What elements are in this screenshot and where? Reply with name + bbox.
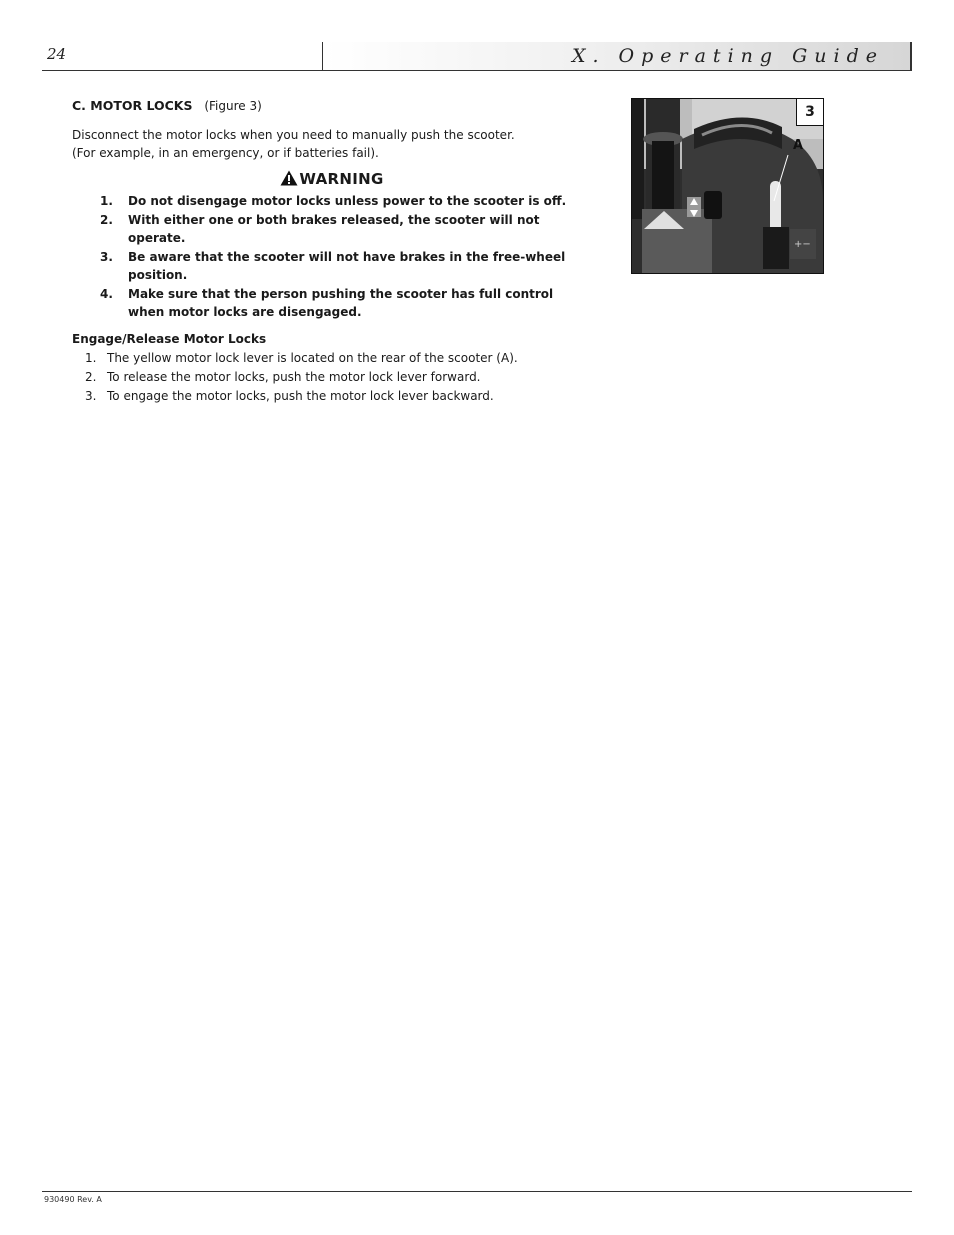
header-band xyxy=(324,42,912,70)
step-text: To release the motor locks, push the motor lock lever forward. xyxy=(107,370,481,384)
steps-list xyxy=(72,349,592,405)
figure-reference: (Figure 3) xyxy=(204,99,262,113)
warning-item xyxy=(72,248,592,284)
warning-item-number: 1. xyxy=(100,194,113,208)
page-number: 24 xyxy=(47,45,67,63)
warning-item-number: 3. xyxy=(100,250,113,264)
callout-label: A xyxy=(793,138,804,153)
footer-rule xyxy=(42,1191,912,1192)
intro-line: (For example, in an emergency, or if batteries fail). xyxy=(72,146,379,160)
step-number: 3. xyxy=(85,389,97,403)
step-number: 1. xyxy=(85,351,97,365)
figure-photo xyxy=(632,99,823,273)
warning-item-text: Do not disengage motor locks unless power to the scooter is off. xyxy=(128,194,567,208)
section-heading: C. MOTOR LOCKS xyxy=(72,98,193,113)
step-item xyxy=(72,368,592,386)
intro-paragraph xyxy=(72,126,592,162)
intro-line: Disconnect the motor locks when you need to manually push the scooter. xyxy=(72,128,515,142)
warning-item-text: Make sure that the person pushing the scooter has full control when motor locks are disengaged. xyxy=(128,287,554,319)
warning-item-number: 2. xyxy=(100,213,113,227)
step-text: To engage the motor locks, push the motor lock lever backward. xyxy=(107,389,494,403)
figure-number: 3 xyxy=(796,98,824,126)
subheading: Engage/Release Motor Locks xyxy=(72,332,267,346)
warning-item xyxy=(72,192,592,210)
warning-item-number: 4. xyxy=(100,287,113,301)
document-code: 930490 Rev. A xyxy=(44,1195,102,1204)
svg-text:+−: +− xyxy=(794,239,811,250)
header-rule xyxy=(42,70,912,71)
warning-item-text: With either one or both brakes released, the scooter will not operate. xyxy=(128,213,540,245)
header-divider xyxy=(322,42,323,71)
section-heading-line xyxy=(72,97,592,115)
main-content xyxy=(72,97,592,406)
warning-item-text: Be aware that the scooter will not have brakes in the free-wheel position. xyxy=(128,250,566,282)
step-item xyxy=(72,349,592,367)
section-title: X. Operating Guide xyxy=(571,45,884,67)
warning-list xyxy=(72,192,592,321)
warning-heading xyxy=(72,170,592,188)
step-text: The yellow motor lock lever is located on the rear of the scooter (A). xyxy=(107,351,518,365)
step-number: 2. xyxy=(85,370,97,384)
warning-label: WARNING xyxy=(299,170,384,188)
figure-3 xyxy=(631,98,824,274)
page-header xyxy=(42,42,912,70)
step-item xyxy=(72,387,592,405)
warning-item xyxy=(72,285,592,321)
warning-item xyxy=(72,211,592,247)
warning-triangle-icon xyxy=(280,170,298,186)
